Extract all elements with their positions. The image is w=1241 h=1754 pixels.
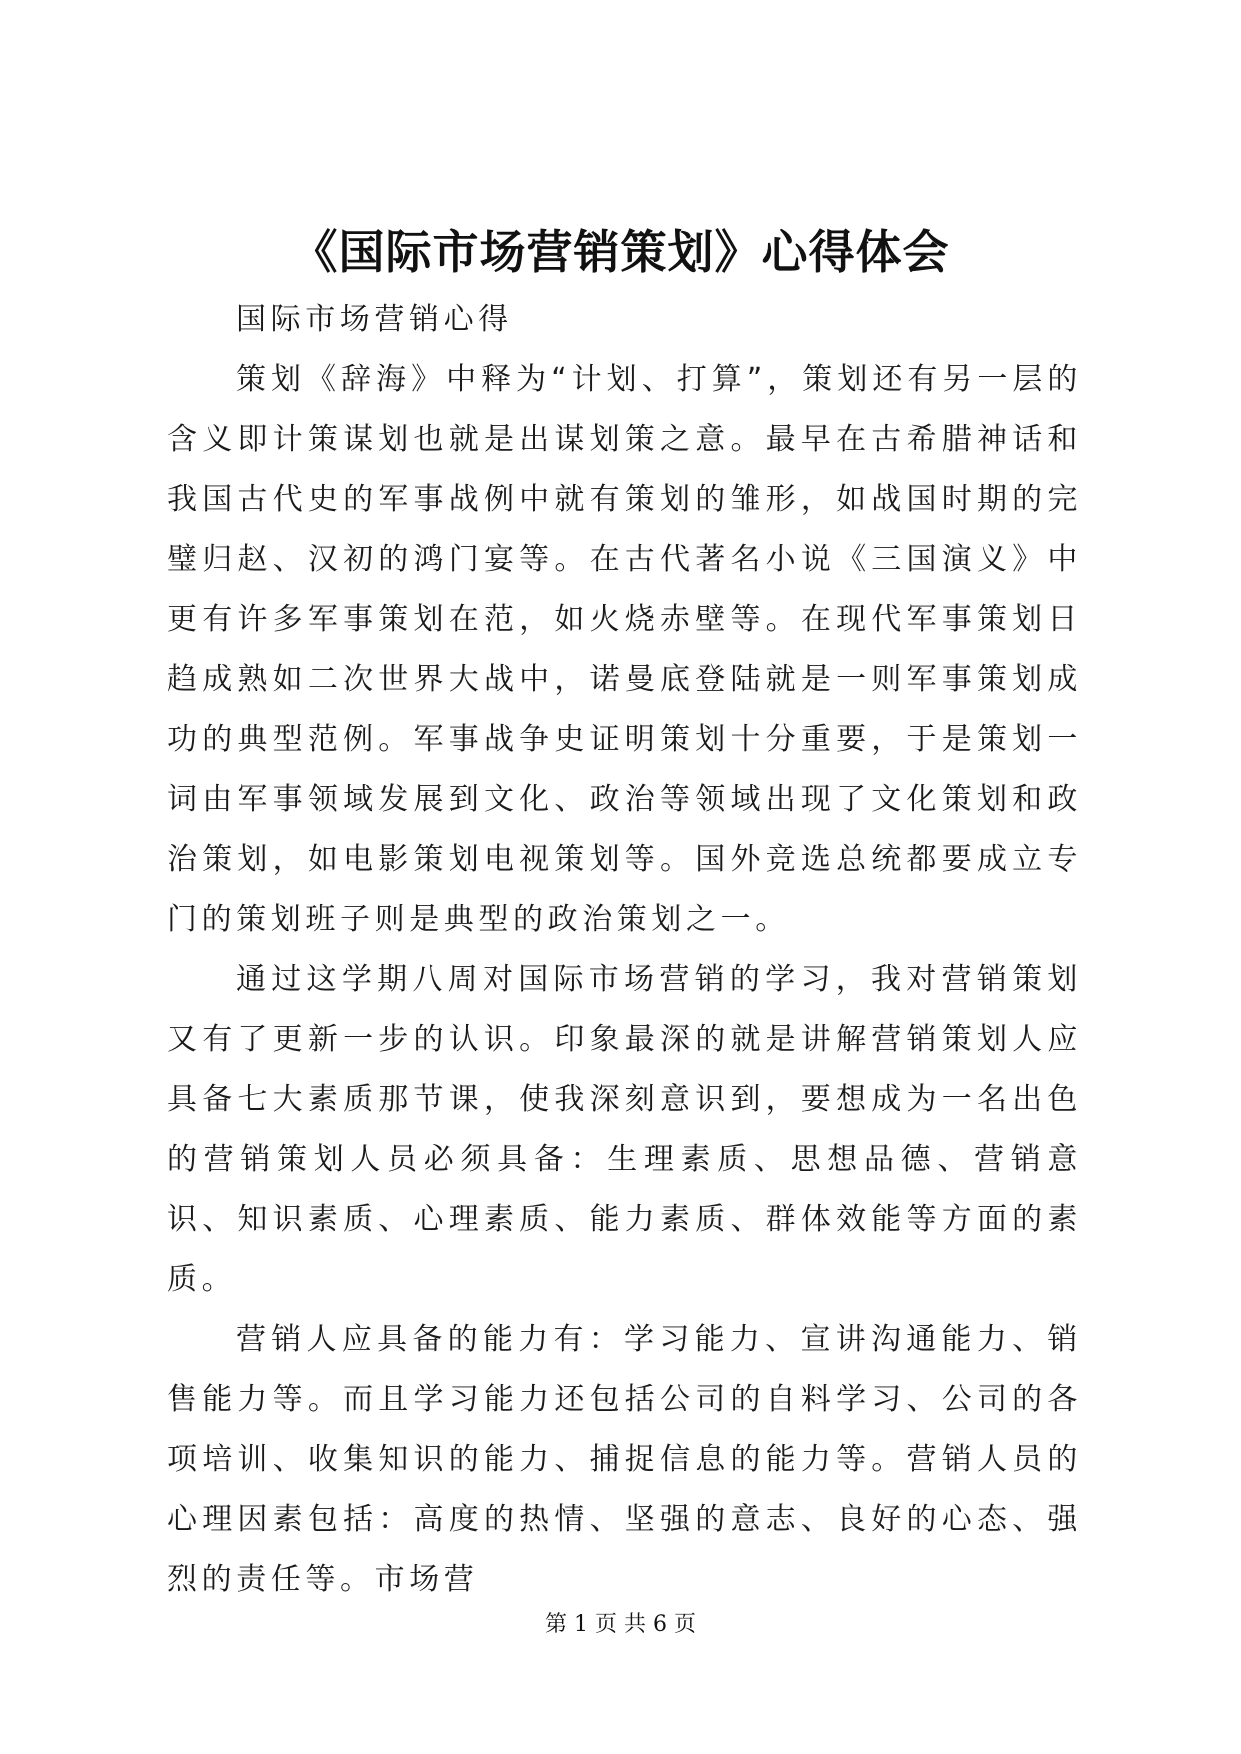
page-footer	[0, 1610, 1241, 1640]
paragraph-3: 营销人应具备的能力有：学习能力、宣讲沟通能力、销售能力等。而且学习能力还包括公司的自料学习、公司的各项培训、收集知识的能力、捕捉信息的能力等。营销人员的心理因素包括：高度的热情、坚强的意志、良好的心态、强烈的责任等。市场营	[167, 1322, 1082, 1597]
document-body	[167, 290, 1082, 1610]
paragraph-1: 策划《辞海》中释为“计划、打算”，策划还有另一层的含义即计策谋划也就是出谋划策之意。最早在古希腊神话和我国古代史的军事战例中就有策划的雏形，如战国时期的完璧归赵、汉初的鸿门宴等。在古代著名小说《三国演义》中更有许多军事策划在范，如火烧赤壁等。在现代军事策划日趋成熟如二次世界大战中，诺曼底登陆就是一则军事策划成功的典型范例。军事战争史证明策划十分重要，于是策划一词由军事领域发展到文化、政治等领域出现了文化策划和政治策划，如电影策划电视策划等。国外竞选总统都要成立专门的策划班子则是典型的政治策划之一。	[167, 362, 1082, 937]
document-title: 《国际市场营销策划》心得体会	[291, 225, 950, 279]
subheading: 国际市场营销心得	[236, 302, 513, 337]
paragraph-2: 通过这学期八周对国际市场营销的学习，我对营销策划又有了更新一步的认识。印象最深的就是讲解营销策划人应具备七大素质那节课，使我深刻意识到，要想成为一名出色的营销策划人员必须具备：生理素质、思想品德、营销意识、知识素质、心理素质、能力素质、群体效能等方面的素质。	[167, 962, 1082, 1297]
page-number-label: 第 1 页 共 6 页	[545, 1612, 696, 1637]
